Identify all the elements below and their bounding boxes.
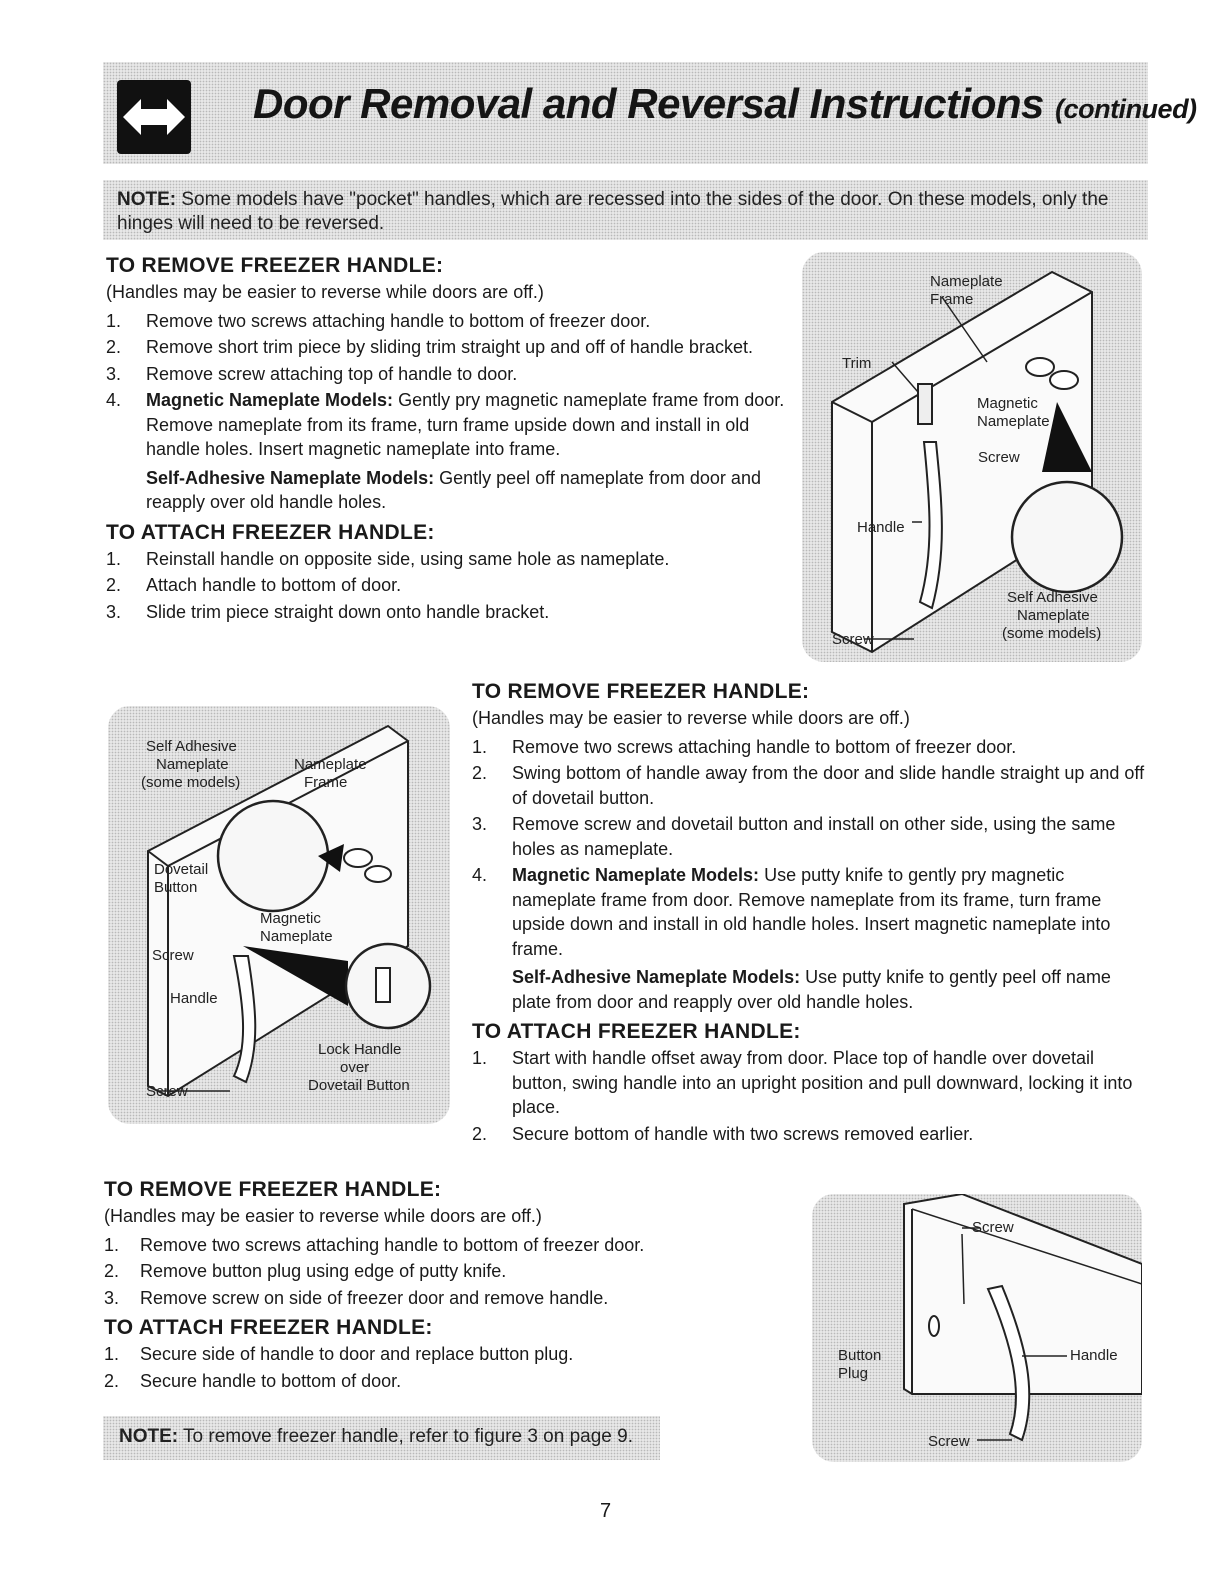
figure-2-label: Dovetail Button — [308, 1077, 410, 1094]
figure-button-plug — [812, 1194, 1142, 1462]
step: 4. Magnetic Nameplate Models: Use putty knife to gently pry magnetic nameplate frame from door. Remove nameplate from its frame, turn frame upside down and install in old handle holes. Insert magnetic nameplate into frame. — [472, 865, 1111, 959]
header-banner — [103, 62, 1197, 164]
note-bottom: NOTE: To remove freezer handle, refer to figure 3 on page 9. — [103, 1416, 660, 1460]
figure-2-drawing — [108, 706, 450, 1124]
section-1-attach-steps — [106, 547, 786, 625]
section-3-remove-steps — [104, 1233, 784, 1311]
figure-3-label: Handle — [1070, 1347, 1118, 1364]
step: 3. Remove screw and dovetail button and install on other side, using the same holes as nameplate. — [472, 814, 1116, 859]
section-2 — [472, 678, 1150, 1150]
step: 1. Reinstall handle on opposite side, using same hole as nameplate. — [106, 548, 670, 569]
figure-1-label: Magnetic — [977, 395, 1038, 412]
figure-dovetail — [108, 706, 450, 1124]
figure-1-label: Self Adhesive — [1007, 589, 1098, 606]
step: 1. Remove two screws attaching handle to bottom of freezer door. — [472, 736, 1017, 757]
figure-2-label: Nameplate — [294, 756, 367, 773]
step: 1. Start with handle offset away from door. Place top of handle over dovetail button, swing handle into an upright position and pull downward, locking it into place. — [472, 1048, 1133, 1117]
figure-1-drawing — [802, 252, 1142, 662]
step: 3. Remove screw attaching top of handle to door. — [106, 363, 518, 384]
figure-3-label: Screw — [928, 1433, 970, 1450]
step: 2. Secure handle to bottom of door. — [104, 1370, 402, 1391]
figure-2-label: Dovetail — [154, 861, 209, 878]
figure-1-label: (some models) — [1002, 625, 1102, 642]
figure-1-label: Trim — [842, 355, 872, 372]
section-2-remove-steps — [472, 735, 1150, 962]
section-3-attach-steps — [104, 1342, 784, 1393]
note-top: NOTE: Some models have "pocket" handles, which are recessed into the sides of the door. On these models, only the hinges will need to be reversed. — [103, 180, 1148, 240]
figure-1-label: Nameplate — [977, 413, 1050, 430]
page-number: 7 — [599, 1500, 612, 1522]
figure-handle-trim — [802, 252, 1142, 662]
figure-2-label: over — [340, 1059, 370, 1076]
section-3-intro: (Handles may be easier to reverse while doors are off.) — [104, 1206, 542, 1226]
figure-2-label: Screw — [152, 947, 194, 964]
section-1-remove-steps — [106, 309, 786, 462]
figure-2-label: Lock Handle — [318, 1041, 402, 1058]
step: 4. Magnetic Nameplate Models: Gently pry magnetic nameplate frame from door. Remove nameplate from its frame, turn frame upside down and install in old handle holes. Insert magnetic nameplate into frame. — [106, 390, 785, 459]
section-2-attach-steps — [472, 1046, 1150, 1146]
figure-2-label: (some models) — [141, 774, 241, 791]
section-1 — [106, 252, 786, 628]
step: 2. Remove button plug using edge of putty knife. — [104, 1261, 507, 1281]
section-3-remove-heading: TO REMOVE FREEZER HANDLE: — [104, 1178, 442, 1201]
figure-1-label: Screw — [978, 449, 1020, 466]
step: 1. Remove two screws attaching handle to bottom of freezer door. — [106, 310, 651, 331]
section-3 — [104, 1176, 784, 1397]
figure-2-label: Screw — [146, 1083, 188, 1100]
figure-2-label: Nameplate — [156, 756, 229, 773]
step: 1. Secure side of handle to door and replace button plug. — [104, 1344, 574, 1364]
figure-1-label: Frame — [930, 291, 974, 308]
section-2-intro: (Handles may be easier to reverse while doors are off.) — [472, 708, 910, 728]
self-adhesive-note: Self-Adhesive Nameplate Models: Use putty knife to gently peel off name plate from door and reapply over old handle holes. — [512, 967, 1111, 1012]
step: 2. Remove short trim piece by sliding trim straight up and off of handle bracket. — [106, 337, 753, 357]
double-arrow-icon — [117, 80, 191, 154]
section-3-attach-heading: TO ATTACH FREEZER HANDLE: — [104, 1316, 433, 1339]
section-1-intro: (Handles may be easier to reverse while doors are off.) — [106, 282, 544, 302]
step: 2. Secure bottom of handle with two screws removed earlier. — [472, 1123, 974, 1144]
figure-2-label: Magnetic — [260, 910, 321, 927]
figure-1-label: Screw — [832, 631, 874, 648]
section-2-attach-heading: TO ATTACH FREEZER HANDLE: — [472, 1020, 801, 1043]
figure-2-label: Handle — [170, 990, 218, 1007]
figure-2-label: Nameplate — [260, 928, 333, 945]
step: 1. Remove two screws attaching handle to bottom of freezer door. — [104, 1234, 645, 1255]
figure-2-label: Button — [154, 879, 198, 896]
self-adhesive-note: Self-Adhesive Nameplate Models: Gently peel off nameplate from door and reapply over old handle holes. — [146, 467, 761, 512]
step: 3. Remove screw on side of freezer door and remove handle. — [104, 1287, 609, 1308]
page-title: Door Removal and Reversal Instructions (continued) — [253, 80, 1197, 127]
figure-2-label: Self Adhesive — [146, 738, 237, 755]
section-1-remove-heading: TO REMOVE FREEZER HANDLE: — [106, 254, 444, 277]
step: 2. Attach handle to bottom of door. — [106, 575, 402, 595]
figure-1-label: Handle — [857, 519, 905, 536]
step: 2. Swing bottom of handle away from the door and slide handle straight up and off of dovetail button. — [472, 763, 1145, 808]
figure-1-label: Nameplate — [1017, 607, 1090, 624]
figure-2-label: Frame — [304, 774, 348, 791]
figure-3-drawing — [812, 1194, 1142, 1462]
figure-1-label: Nameplate — [930, 273, 1003, 290]
section-1-attach-heading: TO ATTACH FREEZER HANDLE: — [106, 520, 435, 544]
figure-3-label: Plug — [838, 1365, 869, 1382]
step: 3. Slide trim piece straight down onto handle bracket. — [106, 601, 550, 622]
figure-3-label: Button — [838, 1347, 882, 1364]
section-2-remove-heading: TO REMOVE FREEZER HANDLE: — [472, 680, 810, 703]
figure-3-label: Screw — [972, 1219, 1014, 1236]
